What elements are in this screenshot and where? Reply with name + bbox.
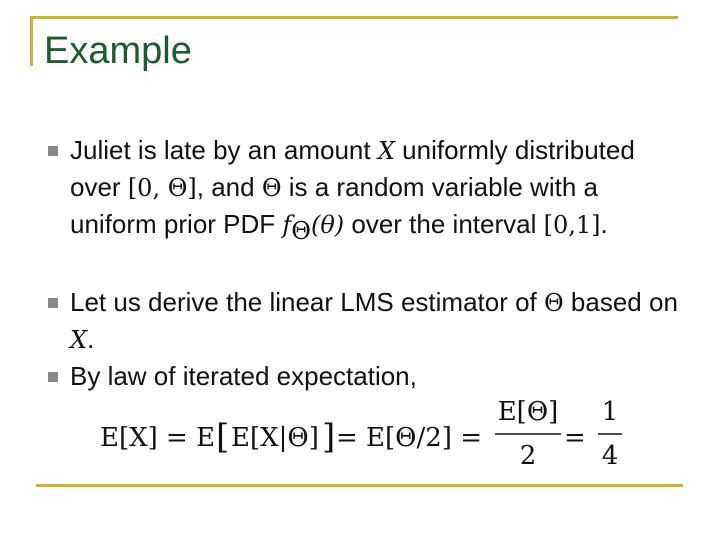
bullet-text-1 xyxy=(70,132,684,249)
text-run: based on xyxy=(563,287,678,317)
equation-svg xyxy=(100,398,660,470)
math-run: X xyxy=(377,137,395,165)
math-run: [0,1] xyxy=(543,211,601,239)
math-run: (θ) xyxy=(310,211,345,239)
bullet-text-2 xyxy=(70,284,684,358)
expectation-equation xyxy=(100,398,660,477)
math-subscript: Θ xyxy=(291,217,311,246)
bullet-square-icon xyxy=(48,146,58,156)
slide-frame-top-border xyxy=(30,16,678,19)
fraction2-denominator: 4 xyxy=(601,441,619,470)
bullet-square-icon xyxy=(48,298,58,308)
math-run: f xyxy=(282,211,292,239)
bullet-square-icon xyxy=(48,372,58,382)
text-run: , and xyxy=(196,172,262,202)
equation-eq: = xyxy=(564,423,586,453)
math-run: Θ xyxy=(544,289,564,317)
text-run: is a random variable with a uniform prior PDF xyxy=(70,172,598,239)
slide-frame-bottom-border xyxy=(36,484,683,487)
text-run: over the interval xyxy=(344,209,544,239)
bullet-list xyxy=(44,132,684,394)
equation-mid: = E[Θ/2] = xyxy=(336,423,482,453)
fraction1-numerator: E[Θ] xyxy=(497,398,559,427)
math-run: Θ xyxy=(261,174,282,202)
big-left-bracket: [ xyxy=(216,417,230,457)
math-run: X xyxy=(70,326,88,354)
text-run: uniformly distributed over xyxy=(70,135,635,202)
slide-title: Example xyxy=(44,30,192,72)
bullet-item-3 xyxy=(44,358,684,394)
slide-frame-left-border xyxy=(30,16,33,66)
math-run: [0, Θ] xyxy=(127,174,197,202)
text-run: Juliet is late by an amount xyxy=(70,135,378,165)
bullet-item-1 xyxy=(44,132,684,280)
text-run: . xyxy=(87,324,95,354)
text-run: Let us derive the linear LMS estimator of xyxy=(70,287,545,317)
equation-lhs: E[X] = E xyxy=(100,423,216,453)
bullet-item-2 xyxy=(44,284,684,356)
equation-inner: E[X|Θ] xyxy=(231,423,319,453)
bullet-text-3: By law of iterated expectation, xyxy=(70,361,417,391)
big-right-bracket: ] xyxy=(322,417,336,457)
fraction2-numerator: 1 xyxy=(601,398,619,427)
fraction1-denominator: 2 xyxy=(519,441,537,470)
text-run: . xyxy=(600,209,608,239)
